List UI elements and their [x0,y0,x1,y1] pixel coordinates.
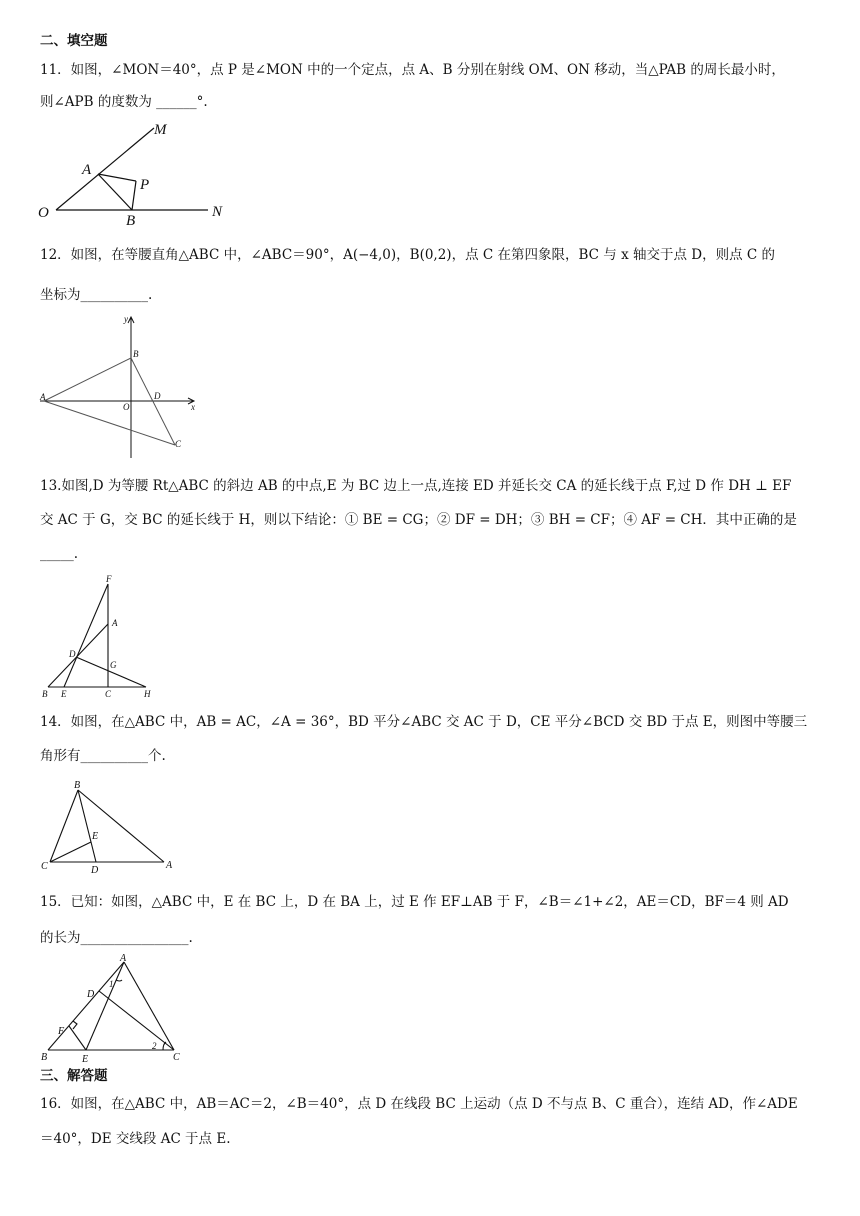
label-angle-1: 1 [109,979,114,989]
label-f: F [106,574,112,584]
segment-ef [69,1026,86,1050]
label-f: F [58,1026,65,1037]
q12-text-line2: 坐标为__________. [40,287,153,303]
label-m: M [154,122,167,138]
label-h: H [144,689,151,699]
label-b: B [126,213,136,226]
q15-text-line2: 的长为________________. [40,930,193,946]
q11-text-line2: 则∠APB 的度数为 ______°. [40,94,208,110]
label-a: A [166,860,173,871]
segment-ac [124,962,174,1050]
segment-bd [78,790,99,862]
q12-figure [36,312,206,462]
label-p: P [140,177,150,193]
section-heading-fill-blank: 二、填空题 [40,33,108,49]
segment-ab [44,358,131,401]
segment-bc [50,790,78,862]
q13-text-line1: 13.如图,D 为等腰 Rt△ABC 的斜边 AB 的中点,E 为 BC 边上一点,连接 ED 并延长交 CA 的延长线于点 F,过 D 作 DH ⊥ EF [40,478,792,494]
label-c: C [105,689,112,699]
label-e: E [61,689,67,699]
q12-text-line1: 12．如图，在等腰直角△ABC 中，∠ABC＝90°，A(−4,0)，B(0,2)，点 C 在第四象限，BC 与 x 轴交于点 D，则点 C 的 [40,247,776,263]
label-o: O [123,402,130,412]
q14-figure [36,778,181,878]
label-b: B [41,1052,48,1063]
label-d: D [154,391,161,401]
q11-figure [36,118,236,226]
q11-text-line1: 11．如图，∠MON＝40°，点 P 是∠MON 中的一个定点，点 A、B 分别在射线 OM、ON 移动，当△PAB 的周长最小时， [40,62,785,78]
label-c: C [173,1052,180,1063]
segment-ac [44,401,175,445]
label-y: y [124,314,128,324]
q16-text-line1: 16．如图，在△ABC 中，AB＝AC＝2，∠B＝40°，点 D 在线段 BC 上运动（点 D 不与点 B、C 重合），连结 AD，作∠ADE [40,1096,798,1112]
section-heading-answer: 三、解答题 [40,1068,108,1084]
q13-text-line2: 交 AC 于 G，交 BC 的延长线于 H，则以下结论：① BE = CG；② DF = DH；③ BH = CF；④ AF = CH．其中正确的是 [40,512,797,528]
right-angle-mark [73,1021,77,1029]
label-d: D [69,649,76,659]
segment-dc [99,991,174,1050]
label-g: G [110,660,117,670]
label-e: E [82,1054,89,1065]
label-b: B [74,780,81,791]
label-angle-2: 2 [152,1041,157,1051]
ray-om [56,128,154,210]
label-d: D [87,989,95,1000]
label-e: E [92,831,99,842]
q14-text-line2: 角形有__________个. [40,748,166,764]
q13-figure [36,572,166,702]
label-c: C [41,861,48,872]
q15-figure [36,950,191,1065]
label-b: B [133,349,139,359]
q13-text-line3: _____. [40,546,79,562]
label-b: B [42,689,48,699]
label-d: D [91,865,99,876]
label-o: O [38,205,49,221]
label-x: x [191,402,195,412]
label-a: A [82,162,92,178]
angle-1-arc [116,980,122,981]
q14-text-line1: 14．如图，在△ABC 中，AB = AC，∠A = 36°，BD 平分∠ABC 交 AC 于 D，CE 平分∠BCD 交 BD 于点 E，则图中等腰三 [40,714,808,730]
segment-ba [78,790,164,862]
label-a: A [40,392,46,402]
label-n: N [212,204,223,220]
segment-pb [132,181,136,210]
label-a: A [120,953,127,964]
q15-text-line1: 15．已知：如图，△ABC 中，E 在 BC 上，D 在 BA 上，过 E 作 EF⊥AB 于 F，∠B＝∠1+∠2，AE＝CD，BF＝4 则 AD [40,894,789,910]
q16-text-line2: ＝40°，DE 交线段 AC 于点 E. [40,1131,231,1147]
label-a: A [112,618,118,628]
segment-fe [64,584,108,687]
label-c: C [175,439,182,449]
